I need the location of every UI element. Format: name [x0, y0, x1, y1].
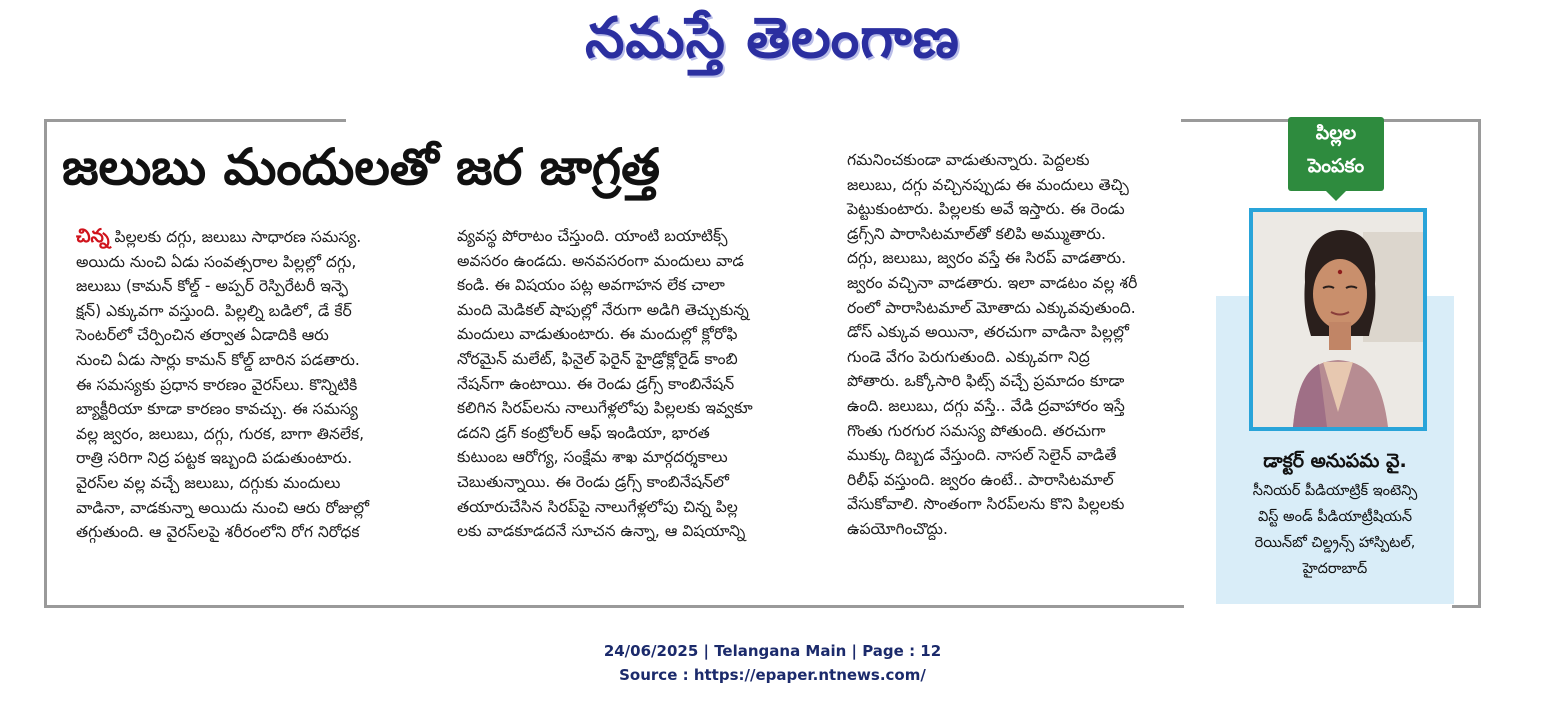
- article-line: జ్వరం వచ్చినా వాడతారు. ఇలా వాడటం వల్ల శరీ: [847, 273, 1138, 292]
- article-line: పెట్టుకుంటారు. పిల్లలకు అవే ఇస్తారు. ఈ రెండు: [847, 200, 1125, 219]
- author-designation-line: విస్ట్ అండ్ పీడియాట్రీషియన్: [1257, 509, 1413, 525]
- article-line: వ్యవస్థ పోరాటం చేస్తుంది. యాంటి బయాటిక్స్: [457, 227, 728, 245]
- footer-date-edition-page: 24/06/2025 | Telangana Main | Page : 12: [603, 642, 942, 660]
- article-line: చెబుతున్నాయి. ఈ రెండు డ్రగ్స్ కాంబినేషన్‌లో: [457, 472, 729, 491]
- article-line: డోస్ ఎక్కువ అయినా, తరచుగా వాడినా పిల్లల్లో: [847, 323, 1129, 342]
- article-line: రంలో పారాసిటమాల్ మోతాదు ఎక్కువవుతుంది.: [847, 298, 1136, 317]
- dropcap: చిన్న: [76, 225, 110, 247]
- article-line-text: పిల్లలకు దగ్గు, జలుబు సాధారణ సమస్య.: [109, 228, 362, 246]
- author-designation-line: రెయిన్‌బో చిల్డ్రన్స్ హాస్పిటల్,: [1254, 535, 1416, 551]
- article-line: గుండె వేగం పెరుగుతుంది. ఎక్కువగా నిద్ర: [847, 347, 1090, 366]
- section-tag-line-2: పెంపకం: [1307, 155, 1365, 177]
- author-caption: [1216, 444, 1454, 582]
- article-line: దగ్గు, జలుబు, జ్వరం వస్తే ఈ సిరప్ వాడతారు.: [847, 249, 1127, 268]
- article-line: కుటుంబ ఆరోగ్య, సంక్షేమ శాఖ మార్గదర్శకాలు: [457, 448, 728, 467]
- frame-left: [44, 119, 47, 608]
- article-line: జలుబు (కామన్ కోల్డ్ - అప్పర్ రెస్పిరేటరీ ఇన్ఫె: [76, 277, 348, 296]
- article-column-1: [76, 224, 369, 545]
- article-line: కండి. ఈ విషయం పట్ల అవగాహన లేక చాలా: [457, 276, 725, 295]
- article-line: డ్రగ్స్‌ని పారాసిటమాల్‌తో కలిపి అమ్ముతారు.: [847, 224, 1106, 243]
- article-line: రిలీఫ్ వస్తుంది. జ్వరం ఉంటే.. పారాసిటమాల్: [847, 470, 1114, 489]
- frame-bottom-right: [1452, 605, 1481, 608]
- article-line: గొంతు గురగుర సమస్య పోతుంది. తరచుగా: [847, 421, 1106, 440]
- article-line: లకు వాడకూడదనే సూచన ఉన్నా, ఆ విషయాన్ని: [457, 522, 746, 541]
- article-line: మంది మెడికల్ షాపుల్లో నేరుగా అడిగి తెచ్చుకున్న: [457, 300, 749, 319]
- section-tag-line-1: పిల్లల: [1315, 122, 1357, 144]
- author-designation-line: హైదరాబాద్: [1302, 561, 1368, 577]
- article-line: ముక్కు దిబ్బడ వేస్తుంది. నాసల్ సెలైన్ వాడితే: [847, 446, 1117, 465]
- frame-top-left: [44, 119, 346, 122]
- article-line: ఉంది. జలుబు, దగ్గు వస్తే.. వేడి ద్రవాహారం ఇస్తే: [847, 396, 1125, 415]
- article-line: కలిగిన సిరప్‌లను నాలుగేళ్లలోపు పిల్లలకు ఇవ్వకూ: [457, 399, 753, 418]
- article-line: వల్ల జ్వరం, జలుబు, దగ్గు, గురక, బాగా తినలేక,: [76, 424, 365, 443]
- author-photo: [1249, 208, 1427, 431]
- article-line: తగ్గుతుంది. ఆ వైరస్‌లపై శరీరంలోని రోగ నిరోధక: [76, 523, 360, 542]
- article-line: వేసుకోవాలి. సొంతంగా సిరప్‌లను కొని పిల్లలకు: [847, 495, 1125, 514]
- article-line: సెంటర్‌లో చేర్పించిన తర్వాత ఏడాదికి ఆరు: [76, 326, 329, 345]
- article-line: ఉపయోగించొద్దు.: [847, 519, 948, 538]
- article-line: [76, 224, 369, 250]
- article-line: అవసరం ఉండదు. అనవసరంగా మందులు వాడ: [457, 251, 744, 270]
- footer-source: Source : https://epaper.ntnews.com/: [619, 666, 926, 684]
- article-column-2: [457, 224, 753, 544]
- author-designation-line: సీనియర్ పీడియాట్రిక్ ఇంటెన్సి: [1252, 483, 1418, 499]
- article-line: రాత్రి సరిగా నిద్ర పట్టక ఇబ్బంది పడుతుంటారు.: [76, 449, 353, 468]
- article-line: గమనించకుండా వాడుతున్నారు. పెద్దలకు: [847, 151, 1090, 169]
- article-line: డదని డ్రగ్ కంట్రోలర్ ఆఫ్ ఇండియా, భారత: [457, 423, 710, 442]
- section-tag: [1288, 117, 1384, 191]
- article-line: నుంచి ఏడు సార్లు కామన్ కోల్డ్ బారిన పడతారు.: [76, 350, 360, 369]
- article-line: తయారుచేసిన సిరప్‌పై నాలుగేళ్లలోపు చిన్న పిల్ల: [457, 497, 738, 516]
- section-tag-arrow: [1326, 191, 1346, 201]
- article-line: ఈ సమస్యకు ప్రధాన కారణం వైరస్‌లు. కొన్నిటికి: [76, 375, 358, 394]
- frame-right: [1478, 119, 1481, 608]
- author-name: డాక్టర్ అనుపమ వై.: [1263, 450, 1407, 472]
- article-line: వైరస్‌ల వల్ల వచ్చే జలుబు, దగ్గుకు మందులు: [76, 473, 341, 492]
- article-line: పోతారు. ఒక్కోసారి ఫిట్స్ వచ్చే ప్రమాదం కూడా: [847, 372, 1125, 391]
- article-line: వాడినా, వాడకున్నా అయిదు నుంచి ఆరు రోజుల్లో: [76, 498, 370, 517]
- author-portrait-illustration: [1253, 212, 1423, 427]
- article-line: జలుబు, దగ్గు వచ్చినప్పుడు ఈ మందులు తెచ్చి: [847, 175, 1129, 194]
- article-line: నోరమైన్ మలేట్, ఫినైల్ ఫెరైన్ హైడ్రోక్లోరైడ్ కాంబి: [457, 349, 738, 368]
- article-line: బ్యాక్టీరియా కూడా కారణం కావచ్చు. ఈ సమస్య: [76, 400, 358, 419]
- article-line: నేషన్‌గా ఉంటాయి. ఈ రెండు డ్రగ్స్ కాంబినేషన్: [457, 374, 735, 393]
- article-headline: జలుబు మందులతో జర జాగ్రత్త: [62, 138, 660, 196]
- article-line: క్షన్) ఎక్కువగా వస్తుంది. పిల్లల్ని బడిలో, డే కేర్: [76, 301, 352, 320]
- newspaper-masthead: నమస్తే తెలంగాణ: [585, 6, 960, 71]
- article-column-3: [847, 148, 1137, 542]
- frame-bottom-left: [44, 605, 1184, 608]
- article-line: మందులు వాడుతుంటారు. ఈ మందుల్లో క్లోరోఫి: [457, 325, 738, 344]
- article-line: అయిదు నుంచి ఏడు సంవత్సరాల పిల్లల్లో దగ్గు,: [76, 252, 357, 271]
